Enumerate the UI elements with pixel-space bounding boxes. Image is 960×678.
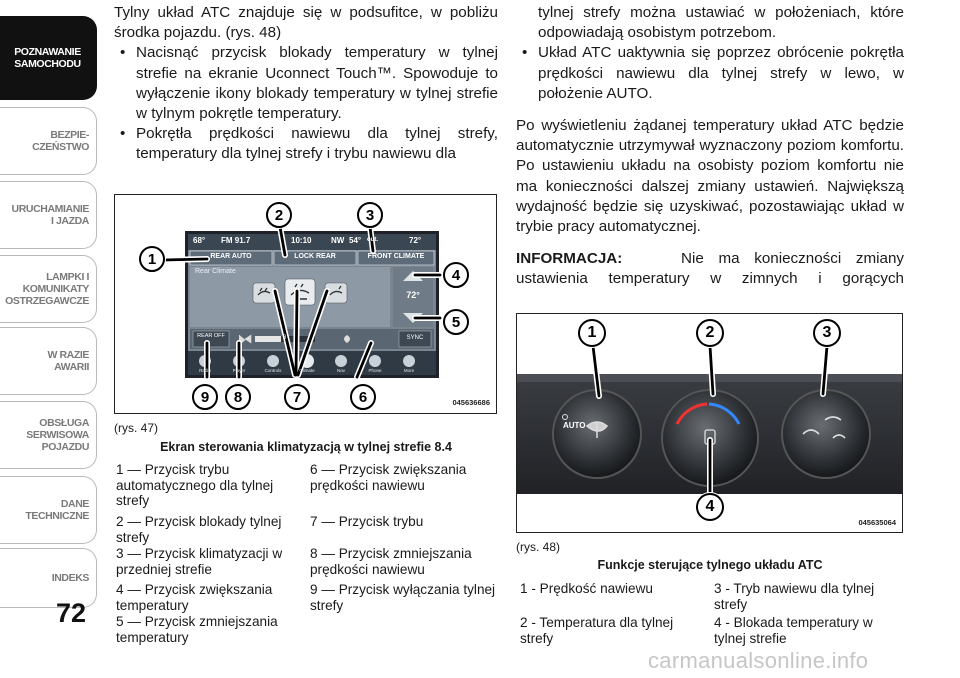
screen-bottom-bar-item: Phone [368, 368, 382, 373]
screen-front-climate-button: FRONT CLIMATE [367, 253, 425, 260]
callout-1: 1 [139, 246, 165, 272]
screen-outside-label: out. [367, 237, 378, 243]
chapter-tab-3[interactable] [0, 181, 97, 249]
callout-4: 4 [443, 262, 469, 288]
note-paragraph [516, 249, 904, 289]
chapter-tab-label: POZNAWANIE [14, 46, 81, 58]
figure-47-title: Ekran sterowania klimatyzacją w tylnej strefie 8.4 [160, 440, 452, 454]
screen-bottom-bar [188, 368, 436, 375]
legend-item: 2 - Temperatura dla tylnej strefy [520, 615, 674, 646]
callout-3: 3 [357, 202, 383, 228]
figure-47-code: 045636686 [452, 398, 490, 407]
legend-item: 4 - Blokada temperatury w tylnej strefie [714, 615, 873, 646]
intro-paragraph: Tylny układ ATC znajduje się w podsufitce, w pobliżu środka pojazdu. (rys. 48) [114, 4, 498, 42]
bullet-lock-button: • Nacisnąć przycisk blokady temperatury w tylnej strefie na ekranie Uconnect Touch™. Spowoduje to wyłączenie ikony blokady temperatury w tylnej strefie w tylnym pokrętle temperatury. [114, 43, 498, 124]
figure-48-legend [520, 581, 904, 651]
chapter-tab-6[interactable] [0, 401, 97, 469]
screen-bottom-bar-item: Controls [264, 368, 282, 373]
screen-lock-rear-button: LOCK REAR [294, 253, 336, 260]
chapter-tab-label: TECHNICZNE [25, 510, 89, 522]
screen-set-temp: 72° [406, 290, 420, 300]
callout-5: 5 [443, 309, 469, 335]
callout-9: 9 [192, 384, 218, 410]
callout-7: 7 [284, 384, 310, 410]
chapter-tab-5[interactable] [0, 327, 97, 395]
legend-item: 4 — Przycisk zwiększania temperatury [116, 582, 273, 613]
chapter-tab-label: SERWISOWA [26, 429, 89, 441]
screen-outside-temp: 54° [349, 236, 362, 245]
figure-47-touchscreen [114, 194, 497, 414]
screen-temp-left: 68° [193, 236, 206, 245]
screen-bottom-bar-item: Climate [299, 368, 315, 373]
screen-fan-level: 3 [283, 335, 287, 341]
legend-item: 9 — Przycisk wyłączania tylnej strefy [310, 582, 496, 613]
auto-label: AUTO [563, 421, 586, 430]
callout-2: 2 [696, 319, 724, 347]
screen-bottom-bar-item: Radio [199, 368, 211, 373]
legend-item: 8 — Przycisk zmniejszania prędkości nawiewu [310, 546, 472, 577]
chapter-tab-label: OSTRZEGAWCZE [5, 295, 89, 307]
chapter-tab-label: SAMOCHODU [14, 58, 81, 70]
chapter-tab-label: POJAZDU [41, 441, 89, 453]
figure-47-ref: (rys. 47) [114, 421, 159, 435]
screen-rear-off-button: REAR OFF [197, 333, 225, 339]
chapter-tab-7[interactable] [0, 476, 97, 544]
watermark: carmanualsonline.info [648, 648, 869, 673]
chapter-tab-label: INDEKS [51, 572, 89, 584]
callout-2: 2 [266, 202, 292, 228]
chapter-tab-label: I JAZDA [50, 215, 89, 227]
legend-item: 3 - Tryb nawiewu dla tylnej strefy [714, 581, 875, 612]
callout-4: 4 [696, 493, 724, 521]
chapter-tab-label: LAMPKI I [46, 271, 89, 283]
legend-item: 5 — Przycisk zmniejszania temperatury [116, 614, 278, 645]
figure-48-ref: (rys. 48) [516, 540, 561, 554]
screen-rear-climate-label: Rear Climate [195, 268, 236, 275]
screen-status-bar [191, 236, 435, 249]
page-number: 72 [56, 598, 87, 628]
callout-8: 8 [225, 384, 251, 410]
legend-item: 7 — Przycisk trybu [310, 514, 424, 529]
chapter-tab-label: KOMUNIKATY [22, 283, 89, 295]
chapter-tab-1[interactable] [0, 16, 97, 100]
bullet-knobs: • Pokrętła prędkości nawiewu dla tylnej strefy, temperatury dla tylnej strefy i trybu nawiewu dla [114, 124, 498, 164]
chapter-tab-label: OBSŁUGA [39, 417, 89, 429]
callout-6: 6 [350, 384, 376, 410]
bullet-auto-mode: • Układ ATC uaktywnia się poprzez obrócenie pokrętła prędkości nawiewu dla tylnej strefy w lewo, w położenie AUTO. [516, 43, 904, 104]
note-label: INFORMACJA: [516, 250, 623, 268]
screen-bottom-bar-item: Nav [336, 368, 345, 373]
chapter-tab-label: BEZPIE- [50, 129, 89, 141]
legend-item: 3 — Przycisk klimatyzacji w przedniej strefie [116, 546, 283, 577]
continued-text: tylnej strefy można ustawiać w położeniach, które odpowiadają osobistym potrzebom. [538, 4, 904, 42]
screen-temp-right: 72° [409, 236, 422, 245]
callout-3: 3 [813, 319, 841, 347]
screen-radio: FM 91.7 [221, 236, 251, 245]
right-text-column [516, 3, 904, 290]
legend-item: 6 — Przycisk zwiększania prędkości nawiewu [310, 462, 467, 493]
screen-bottom-bar-item: More [403, 368, 415, 373]
legend-item: 2 — Przycisk blokady tylnej strefy [116, 514, 282, 545]
auto-paragraph: Po wyświetleniu żądanej temperatury układ ATC będzie automatycznie utrzymywał wyznaczony poziom komfortu. Po ustawieniu układu na osobisty poziom komfortu nie ma konieczności dalszej zmiany ustawień. Największą wydajność będzie się uzyskiwać, pozostawiając układ w trybie pracy automatycznej. [516, 117, 904, 236]
chapter-tab-label: W RAZIE [47, 349, 89, 361]
figure-48-code: 045635064 [858, 518, 896, 527]
chapter-tab-label: DANE [60, 498, 89, 510]
legend-item: 1 - Prędkość nawiewu [520, 581, 653, 596]
screen-rear-auto-button: REAR AUTO [210, 253, 252, 260]
legend-item: 1 — Przycisk trybu automatycznego dla tylnej strefy [116, 462, 274, 509]
left-text-column [114, 3, 498, 165]
figure-48-title: Funkcje sterujące tylnego układu ATC [597, 558, 823, 572]
chapter-tab-2[interactable] [0, 107, 97, 175]
screen-compass: NW [331, 236, 345, 245]
screen-sync-button: SYNC [406, 335, 424, 341]
chapter-tab-label: AWARII [54, 361, 89, 373]
chapter-tab-label: URUCHAMIANIE [11, 203, 89, 215]
chapter-tab-label: CZEŃSTWO [32, 141, 89, 153]
screen-bottom-bar-item: Player [232, 368, 246, 373]
note-text: Nie ma konieczności zmiany ustawienia temperatury w zimnych i gorących [516, 250, 904, 288]
chapter-tab-4[interactable] [0, 255, 97, 323]
figure-48-knobs [516, 313, 903, 533]
figure-47-legend [116, 462, 496, 652]
screen-clock: 10:10 [291, 236, 312, 245]
callout-1: 1 [578, 319, 606, 347]
